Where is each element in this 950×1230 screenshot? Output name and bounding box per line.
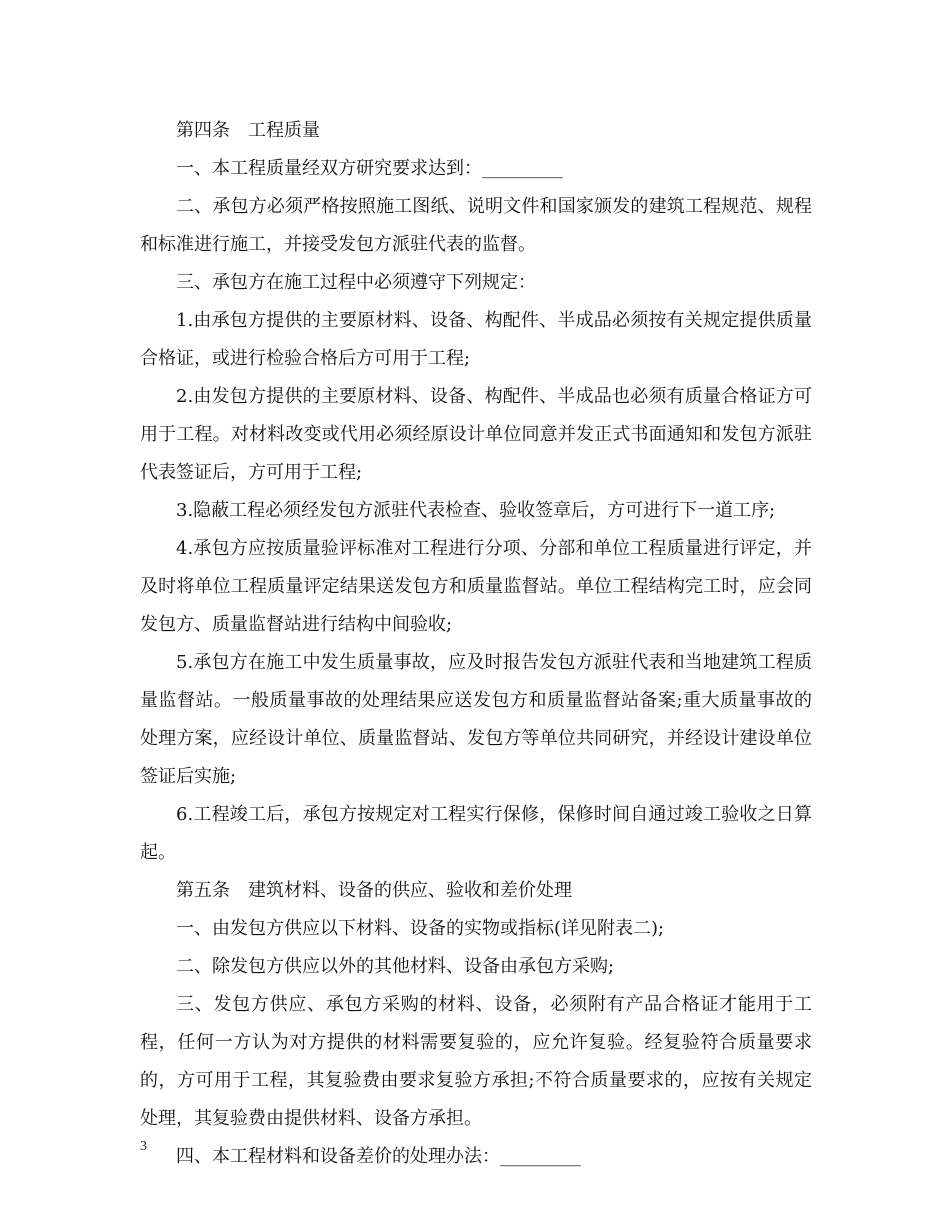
paragraph-quality-requirement: 一、本工程质量经双方研究要求达到：_________	[176, 158, 563, 179]
document-body	[140, 112, 812, 1176]
rule-item-2: 2.由发包方提供的主要原材料、设备、构配件、半成品也必须有质量合格证方可用于工程。对材料改变或代用必须经原设计单位同意并发正式书面通知和发包方派驻代表签证后，方可用于工程;	[140, 386, 812, 483]
paragraph-owner-supplied-materials: 一、由发包方供应以下材料、设备的实物或指标(详见附表二);	[176, 918, 665, 939]
rule-item-3: 3.隐蔽工程必须经发包方派驻代表检查、验收签章后，方可进行下一道工序;	[176, 500, 776, 521]
rule-item-5: 5.承包方在施工中发生质量事故，应及时报告发包方派驻代表和当地建筑工程质量监督站。一般质量事故的处理结果应送发包方和质量监督站备案;重大质量事故的处理方案，应经设计单位、质量监督站、发包方等单位共同研究，并经设计建设单位签证后实施;	[140, 652, 812, 787]
paragraph-construction-standards: 二、承包方必须严格按照施工图纸、说明文件和国家颁发的建筑工程规范、规程和标准进行施工，并接受发包方派驻代表的监督。	[140, 196, 812, 255]
paragraph-rules-intro: 三、承包方在施工过程中必须遵守下列规定：	[176, 272, 536, 293]
rule-item-6: 6.工程竣工后，承包方按规定对工程实行保修，保修时间自通过竣工验收之日算起。	[140, 804, 812, 863]
article-4-heading: 第四条 工程质量	[176, 120, 320, 141]
paragraph-contractor-purchases: 二、除发包方供应以外的其他材料、设备由承包方采购;	[176, 956, 615, 977]
article-5-heading: 第五条 建筑材料、设备的供应、验收和差价处理	[176, 880, 572, 901]
rule-item-4: 4.承包方应按质量验评标准对工程进行分项、分部和单位工程质量进行评定，并及时将单位工程质量评定结果送发包方和质量监督站。单位工程结构完工时，应会同发包方、质量监督站进行结构中间验收;	[140, 538, 812, 635]
page-number: 3	[140, 1139, 147, 1154]
paragraph-certification-and-reinspection: 三、发包方供应、承包方采购的材料、设备，必须附有产品合格证才能用于工程，任何一方认为对方提供的材料需要复验的，应允许复验。经复验符合质量要求的，方可用于工程，其复验费由要求复验方承担;不符合质量要求的，应按有关规定处理，其复验费由提供材料、设备方承担。	[140, 994, 812, 1129]
rule-item-1: 1.由承包方提供的主要原材料、设备、构配件、半成品必须按有关规定提供质量合格证，或进行检验合格后方可用于工程;	[140, 310, 812, 369]
paragraph-price-difference-handling: 四、本工程材料和设备差价的处理办法：_________	[176, 1146, 581, 1167]
